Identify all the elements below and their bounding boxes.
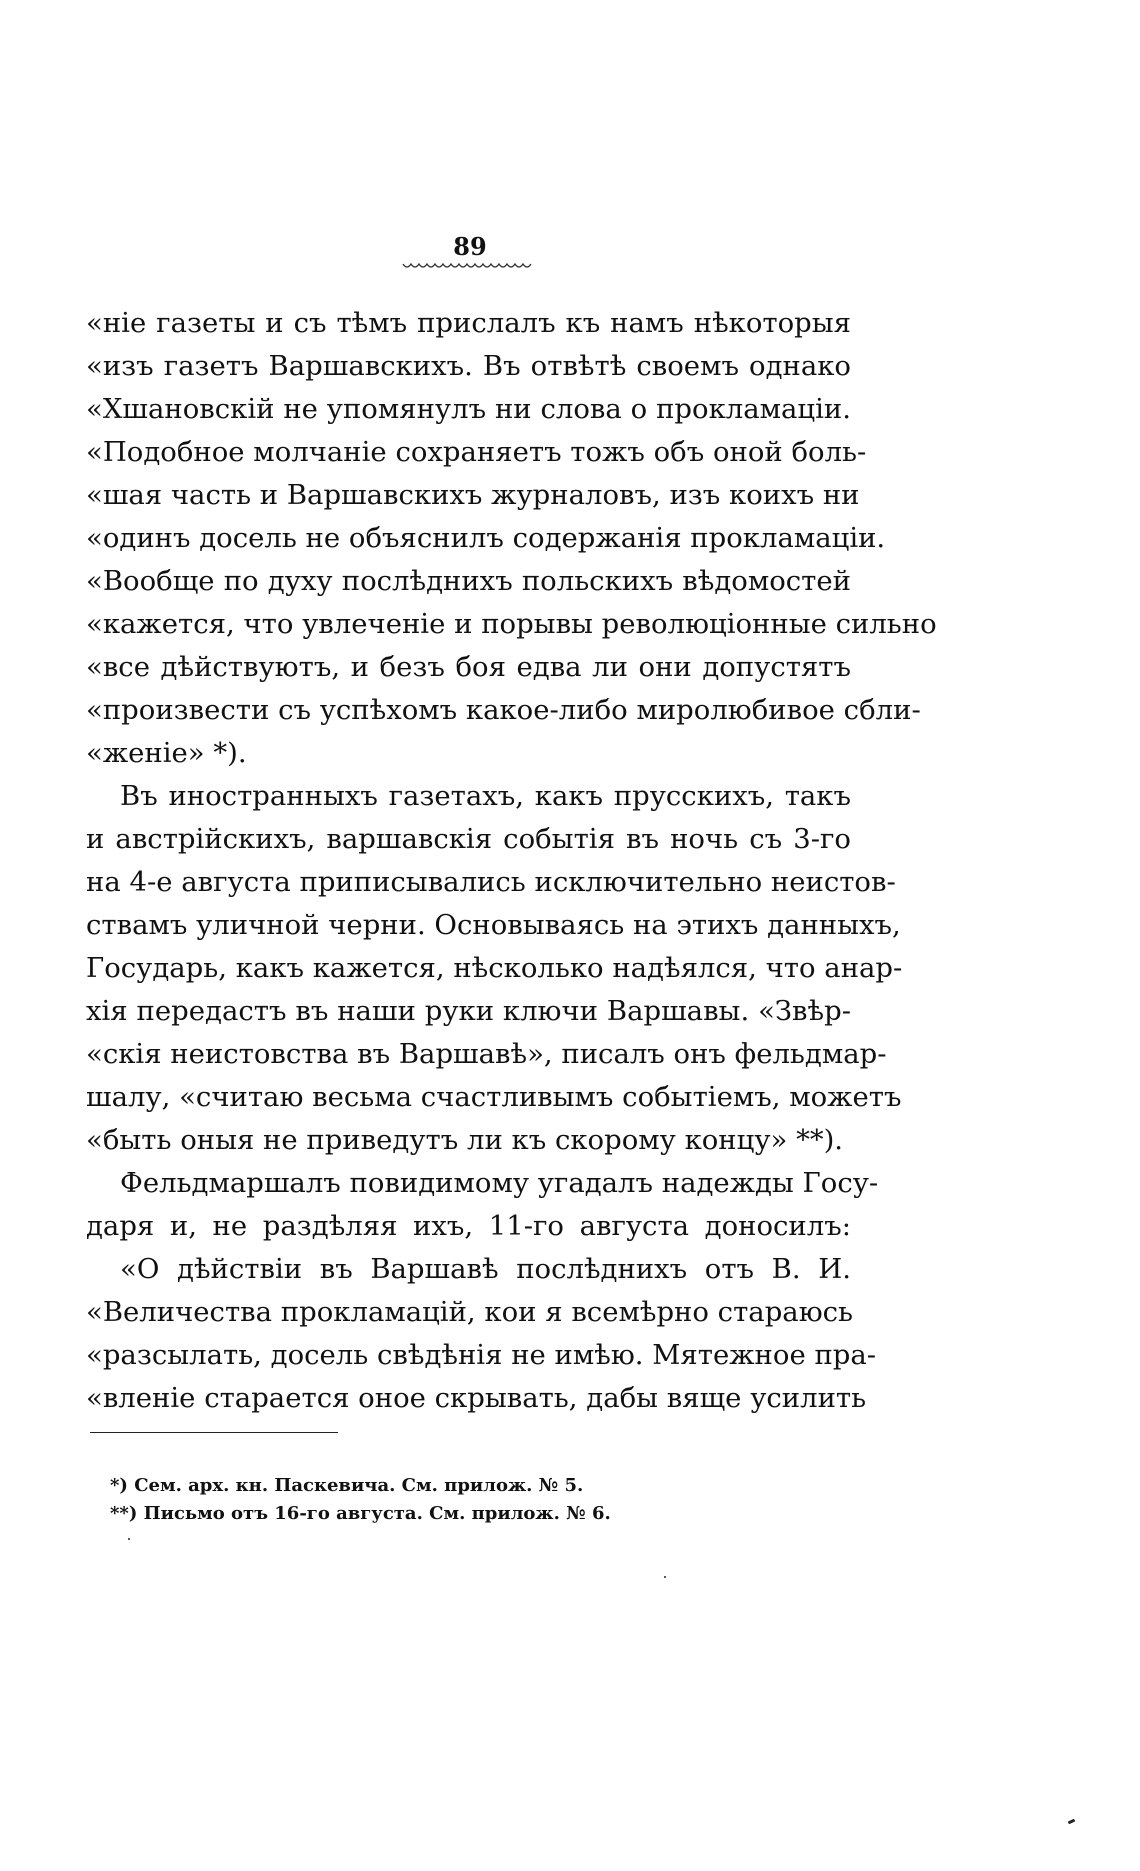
wavy-ornament: [403, 262, 533, 270]
text-line: «Вообще по духу послѣднихъ польскихъ вѣдомостей: [86, 565, 851, 597]
text-line: «женіе» *).: [86, 737, 247, 769]
text-line: «скія неистовства въ Варшавѣ», писалъ онъ фельдмар-: [86, 1038, 887, 1070]
text-line: шалу, «считаю весьма счастливымъ событіемъ, можетъ: [86, 1081, 902, 1113]
quote-start-line: «О дѣйствіи въ Варшавѣ послѣднихъ отъ В. И.: [120, 1253, 851, 1285]
text-line: «шая часть и Варшавскихъ журналовъ, изъ коихъ ни: [86, 479, 860, 511]
text-line: «быть оныя не приведутъ ли къ скорому концу» **).: [86, 1124, 844, 1156]
text-line: «произвести съ успѣхомъ какое-либо миролюбивое сбли-: [86, 694, 921, 726]
paragraph-start-line: Въ иностранныхъ газетахъ, какъ прусскихъ, такъ: [120, 780, 851, 812]
text-line: ствамъ уличной черни. Основываясь на этихъ данныхъ,: [86, 909, 901, 941]
footnote-1: *) Сем. арх. кн. Паскевича. См. прилож. № 5.: [110, 1475, 584, 1496]
text-line: хія передастъ въ наши руки ключи Варшавы. «Звѣр-: [86, 995, 851, 1027]
footnote-2: **) Письмо отъ 16-го августа. См. прилож. № 6.: [110, 1503, 611, 1524]
ink-speck: [128, 1538, 130, 1540]
text-line: «Величества прокламацій, кои я всемѣрно стараюсь: [86, 1296, 854, 1328]
footnotes: [110, 1472, 710, 1528]
footnote-divider: [90, 1432, 338, 1433]
text-line: даря и, не раздѣляя ихъ, 11-го августа доносилъ:: [86, 1210, 851, 1242]
text-line: «все дѣйствуютъ, и безъ боя едва ли они допустятъ: [86, 651, 851, 683]
text-line: «кажется, что увлеченіе и порывы революціонные сильно: [86, 608, 937, 640]
text-line: «одинъ досель не объяснилъ содержанія прокламаціи.: [86, 522, 886, 554]
text-line: «разсылать, досель свѣдѣнія не имѣю. Мятежное пра-: [86, 1339, 877, 1371]
text-line: «вленіе старается оное скрывать, дабы вяще усилить: [86, 1382, 867, 1414]
text-line: «Подобное молчаніе сохраняетъ тожъ объ оной боль-: [86, 436, 867, 468]
text-line: на 4-е августа приписывались исключительно неистов-: [86, 866, 896, 898]
page-number: 89: [453, 232, 487, 261]
text-line: и австрійскихъ, варшавскія событія въ ночь съ 3-го: [86, 823, 851, 855]
text-line: «Хшановскій не упомянулъ ни слова о прокламаціи.: [86, 393, 851, 425]
ink-speck: [664, 1576, 666, 1578]
paragraph-start-line: Фельдмаршалъ повидимому угадалъ надежды Госу-: [120, 1167, 879, 1199]
body-text: [86, 302, 937, 1420]
text-line: «изъ газетъ Варшавскихъ. Въ отвѣтѣ своемъ однако: [86, 350, 851, 382]
text-line: Государь, какъ кажется, нѣсколько надѣялся, что анар-: [86, 952, 903, 984]
text-line: «ніе газеты и съ тѣмъ прислалъ къ намъ нѣкоторыя: [86, 307, 851, 339]
ink-speck: [1068, 1819, 1076, 1825]
